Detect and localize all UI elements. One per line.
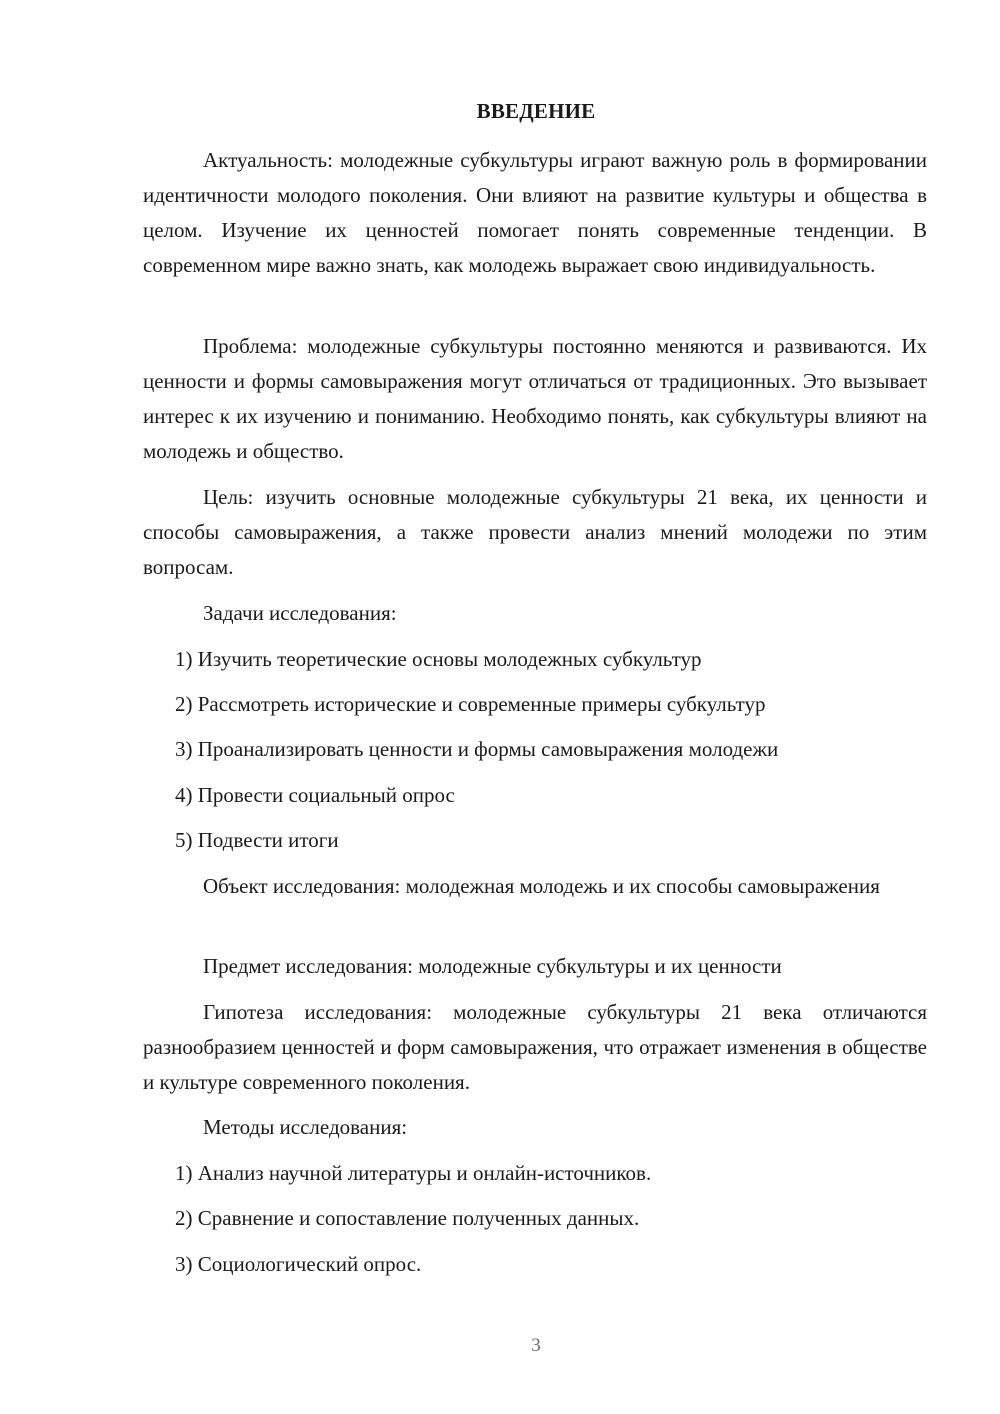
list-item: 5) Подвести итоги xyxy=(175,828,339,852)
tasks-heading: Задачи исследования: xyxy=(203,601,397,625)
methods-heading: Методы исследования: xyxy=(203,1115,408,1139)
list-item: 2) Рассмотреть исторические и современные примеры субкультур xyxy=(175,692,766,716)
paragraph-hypothesis: Гипотеза исследования: молодежные субкультуры 21 века отличаются разнообразием ценностей и форм самовыражения, что отражает изменения в обществе и культуре современного поколения. xyxy=(143,1000,927,1094)
list-item: 1) Изучить теоретические основы молодежных субкультур xyxy=(175,647,702,671)
list-item: 1) Анализ научной литературы и онлайн-источников. xyxy=(175,1161,652,1185)
paragraph-subject: Предмет исследования: молодежные субкультуры и их ценности xyxy=(203,954,782,978)
list-item: 3) Проанализировать ценности и формы самовыражения молодежи xyxy=(175,737,779,761)
list-item: 2) Сравнение и сопоставление полученных данных. xyxy=(175,1206,640,1230)
paragraph-goal: Цель: изучить основные молодежные субкультуры 21 века, их ценности и способы самовыражения, а также провести анализ мнений молодежи по этим вопросам. xyxy=(143,485,927,579)
paragraph-problem: Проблема: молодежные субкультуры постоянно меняются и развиваются. Их ценности и формы самовыражения могут отличаться от традиционных. Это вызывает интерес к их изучению и пониманию. Необходимо понять, как субкультуры влияют на молодежь и общество. xyxy=(143,334,927,463)
paragraph-relevance: Актуальность: молодежные субкультуры играют важную роль в формировании идентичности молодого поколения. Они влияют на развитие культуры и общества в целом. Изучение их ценностей помогает понять современные тенденции. В современном мире важно знать, как молодежь выражает свою индивидуальность. xyxy=(143,148,927,277)
page-number: 3 xyxy=(531,1335,541,1356)
list-item: 4) Провести социальный опрос xyxy=(175,783,455,807)
list-item: 3) Социологический опрос. xyxy=(175,1252,422,1276)
page-title: ВВЕДЕНИЕ xyxy=(476,99,596,123)
paragraph-object: Объект исследования: молодежная молодежь и их способы самовыражения xyxy=(203,874,880,898)
